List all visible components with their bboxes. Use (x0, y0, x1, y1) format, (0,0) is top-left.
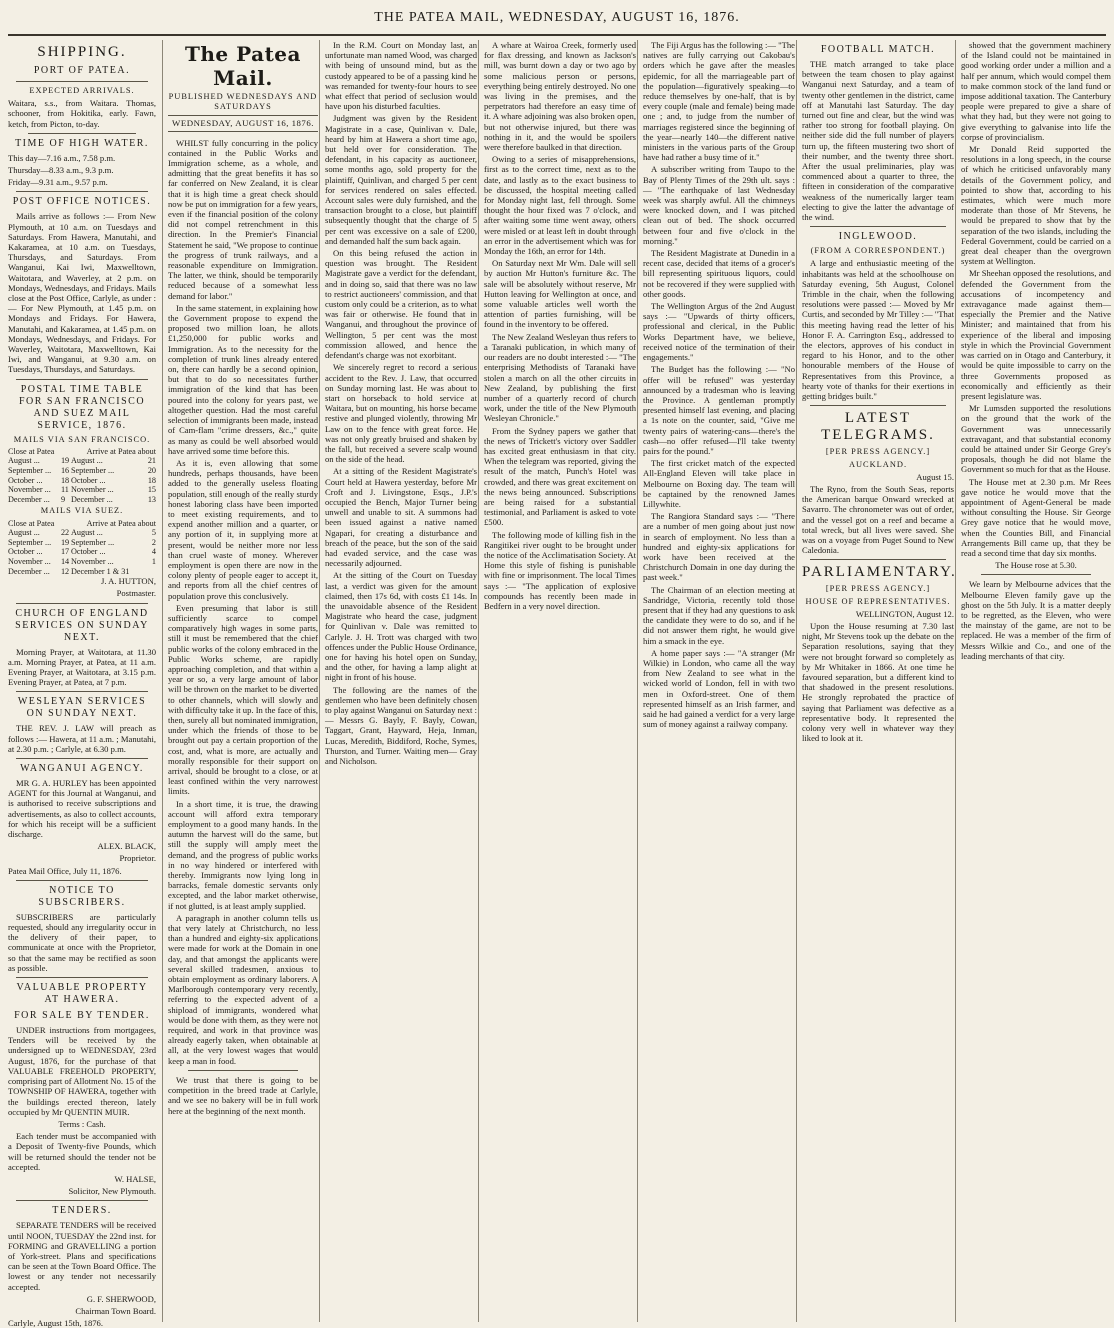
auckland-text: The Ryno, from the South Seas, reports the American barque Onward wrecked at Savarro. The chronometer was out of order, and the vessel got on a reef and became a total wreck, but all lives were saved. She was on a voyage from Puget Sound to New Caledonia. (802, 483, 954, 556)
divider (16, 691, 148, 692)
editorial-paragraph: We trust that there is going to be competition in the breed trade at Carlyle, and we see no bakery will be in full work here at the beginning of the next month. (168, 1074, 318, 1116)
column-6 (796, 40, 959, 1322)
wanganui-signature: ALEX. BLACK, (97, 841, 156, 852)
column-3 (319, 40, 482, 1322)
divider (16, 977, 148, 978)
masthead: THE PATEA MAIL, WEDNESDAY, AUGUST 16, 1876. (374, 10, 740, 25)
church-text: Morning Prayer, at Waitotara, at 11.30 a.m. Morning Prayer, at Patea, at 11 a.m. Evening Prayer, at Waitotara, at 3.15 p.m. Evening Prayer, at Patea, at 7 p.m. (8, 646, 156, 688)
news-paragraph: Owing to a series of misapprehensions, first as to the correct time, next as to the date, and lastly as to the exact business to be discussed, the hospital meeting called for Monday night last, fell through. Some thought the hour fixed was 7 o'clock, and after waiting some time went away, others were misled or at least left in doubt through an error in the advertisement which was for Monday the 16th, an error for 14th. (484, 154, 636, 257)
suez-table (8, 519, 156, 577)
property-signature: W. HALSE, (114, 1173, 156, 1184)
tenders-signature-title: Chairman Town Board. (75, 1305, 156, 1316)
news-paragraph: showed that the government machinery of the Island could not be maintained in good working order under a million and a half per annum, which would compel them to make common stock of the land fund or impose additional taxation. The Canterbury people were prepared to give a share of what they had, but they were not going to give everything to galvanise into life the corpse of provincialism. (961, 40, 1111, 142)
divider (16, 880, 148, 881)
table-row: October ... 17 October ... 4 (8, 547, 156, 557)
football-heading: FOOTBALL MATCH. (820, 44, 936, 55)
divider (16, 81, 148, 82)
postmaster-name: J. A. HUTTON, (101, 576, 156, 587)
masthead-rule (8, 34, 1106, 36)
editorial-dateline: WEDNESDAY, AUGUST 16, 1876. (168, 115, 318, 131)
news-paragraph: The following mode of killing fish in the Rangitikei river ought to be brought under the notice of the Acclimatisation Society. At Home this style of fishing is punishable with fine or imprisonment. The local Times says :— "The application of explosive compounds has recently been made in Bedfern in a very novel direction. (484, 529, 636, 611)
wesleyan-text: THE REV. J. LAW will preach as follows :— Hawera, at 11 a.m. ; Manutahi, at 2.30 p.m. ; Carlyle, at 6.30 p.m. (8, 723, 156, 754)
sf-heading: MAILS VIA SAN FRANCISCO. (13, 434, 151, 444)
editorial-paragraph: In the same statement, in explaining how the Government propose to expend the proposed two million loan, he allots £1,250,000 for public works and Immigration. As to the necessity for the completion of trunk lines already entered on, there can hardly be a second opinion, but that to do so necessitates further immigration of the kind that has been poured into the colony for years past, we altogether question. Had the most careful selection of immigrants been made, instead of Cam-flam "crime dressers, &c.," quite as many as could be well absorbed would have arrived some time before this. (168, 302, 318, 456)
arrivals-heading: EXPECTED ARRIVALS. (29, 86, 135, 95)
news-paragraph: Mr Sheehan opposed the resolutions, and defended the Government from the accusations of incompetency and extravagance made against them—especially the Premier and the Native Minister; and maintained that from his experience of the liberal and imposing style in which the Provincial Government was carried on in Otago and Canterbury, it would be quite impossible to carry on the three Governments proposed as economically and efficiently as their present legislature was. (961, 268, 1111, 401)
house-heading: HOUSE OF REPRESENTATIVES. (805, 596, 951, 606)
editorial-paragraph: A paragraph in another column tells us that very lately at Christchurch, no less than a hundred and eighty-six applications were made for work at the Domain in one day, and that amongst the applicants were several skilled tradesmen, anxious to obtain employment as ordinary laborers. A Marlborough contemporary very recently, referring to the expected advent of a shipload of immigrants, wondered what would be done with them, as they were not required, and work in that province was already eagerly taken, when obtainable at all, at the very lowest wages that would keep a man in food. (168, 912, 318, 1066)
editorial-paragraph: As it is, even allowing that some hundreds, perhaps thousands, have been added to the generally useless floating population, still enough of the really sturdy honest laboring class have been imported to meet existing requirements, and to expend another million and a quarter, or any portion of it, in supplying more at present, would be neither more nor less than cruel waste of money. Wherever employment is open there are now in the colony plenty of people eager to accept it, and reports from all the chief centres of population prove this conclusively. (168, 457, 318, 601)
wanganui-date: Patea Mail Office, July 11, 1876. (8, 865, 122, 876)
close-header: Close at Patea (8, 518, 55, 528)
property-terms: Terms : Cash. (58, 1118, 106, 1129)
suez-heading: MAILS VIA SUEZ. (40, 506, 124, 516)
table-row: September ... 16 September ... 20 (8, 466, 156, 476)
column-2 (162, 40, 323, 1322)
divider (16, 1200, 148, 1201)
news-paragraph: The Budget has the following :— "No offer will be refused" was yesterday announced by a tradesman who is leaving the Province. A gentleman promptly presented himself last evening, and placing a 1s note on the counter, said, "Give me twenty pairs of watering-cans—there's the cash—no offer refused—I'll take twenty pairs for the pound." (643, 364, 795, 456)
tenders-date: Carlyle, August 15th, 1876. (8, 1318, 104, 1328)
arrivals-text: Waitara, s.s., from Waitara. Thomas, schooner, from Hokitika, early. Fawn, ketch, from Picton, to-day. (8, 98, 156, 129)
news-paragraph: Mr Donald Reid supported the resolutions in a long speech, in the course of which he criticised unfavorably many details of the Government policy, and pointed to show that, according to his estimates, which were much more moderate than those of Mr Stevens, he would be prepared to show that by the separation of the two islands, including the Federal Government, could be carried on a great deal cheaper than the overgrown system at Wellington. (961, 144, 1111, 267)
post-office-heading: POST OFFICE NOTICES. (12, 196, 152, 208)
arrive-header: Arrive at Patea about (86, 446, 156, 456)
wanganui-text: MR G. A. HURLEY has been appointed AGENT for this Journal at Wanganui, and is authorised to receive subscriptions and advertisements, as also to collect accounts, for which his receipt will be a sufficient discharge. (8, 778, 156, 840)
divider (16, 191, 148, 192)
house-rose-line: The House rose at 5.30. (995, 560, 1077, 571)
column-5 (637, 40, 800, 1322)
news-paragraph: On Saturday next Mr Wm. Dale will sell by auction Mr Hutton's furniture &c. The sale will be absolutely without reserve, Mr Hutton leaving for Wellington at once, and some valuable articles well worth the attention of parties furnishing, will be found in the inventory to be offered. (484, 258, 636, 330)
wanganui-signature-title: Proprietor. (119, 853, 156, 864)
divider (810, 559, 946, 560)
news-paragraph: We sincerely regret to record a serious accident to the Rev. J. Law, that occurred on Sunday morning last. He was about to start on horseback to hold service at Waitara, but on mounting, his horse became restive and plunged violently, throwing Mr Law on to the fence with great force. He was not only greatly bruised and shaken by the fall, but received a severe scalp wound on the side of the head. (325, 362, 477, 465)
tender-sale-heading: FOR SALE BY TENDER. (14, 1010, 150, 1022)
property-deposit: Each tender must be accompanied with a Deposit of Twenty-five Pounds, which will be returned should the tender not be accepted. (8, 1131, 156, 1172)
property-text: UNDER instructions from mortgagees, Tenders will be received by the undersigned up to WEDNESDAY, 23rd August, 1876, for the purchase of that VALUABLE FREEHOLD PROPERTY, comprising part of Allotment No. 15 of the TOWNSHIP OF HAWERA, together with the buildings erected thereon, lately occupied by Mr QUENTIN MUIR. (8, 1025, 156, 1117)
subscribers-text: SUBSCRIBERS are particularly requested, should any irregularity occur in the delivery of their paper, to communicate at once with the Proprietor, so that the same may be rectified as soon as possible. (8, 911, 156, 973)
table-row: December ... 12 December 1 & 31 (8, 566, 130, 576)
tenders-text: SEPARATE TENDERS will be received until NOON, TUESDAY the 22nd inst. for FORMING and GRAVELLING a portion of York-street. Plans and specifications can be seen at the Town Board Office. The lowest or any tender not necessarily accepted. (8, 1220, 156, 1292)
news-paragraph: At the sitting of the Court on Tuesday last, a verdict was given for the amount claimed, then 17s 6d, with costs £1 14s. In the unavoidable absence of the Resident Magistrate who heard the case, judgment for Quinlivan v. Dale was remitted to Carlyle. J. H. Trott was charged with two offences under the Public House Ordinance, one for having his hotel open on Sunday, and the other, for having a lamp alight at night in front of his house. (325, 570, 477, 683)
auckland-date: August 15. (916, 471, 954, 482)
tide-line: Thursday—8.33 a.m., 9.3 p.m. (8, 165, 114, 176)
news-paragraph: A whare at Wairoa Creek, formerly used for flax dressing, and known as Jackson's mill, was burnt down a day or two ago by some malicious person or persons, everything being entirely destroyed. No one was living in the premises, and the perpetrators had therefore an easy time of it. A whare adjoining was also broken open, but not otherwise injured, but there was nothing in it, and the would be spoilers were therefore baulked in that direction. (484, 40, 636, 153)
tide-line: This day—7.16 a.m., 7.58 p.m. (8, 152, 116, 163)
house-text: Upon the House resuming at 7.30 last night, Mr Stevens took up the debate on the Separation resolutions, saying that they were not brought forward so completely as by Mr Whitaker in 1866. At one time he favoured separation, but a different kind to that shadowed in the present resolutions. He strongly reprobated the practice of saying that Parliament was defective as a representative body. It represented the colony very well in whatever way they liked to look at it. (802, 620, 954, 744)
church-heading: CHURCH OF ENGLAND SERVICES ON SUNDAY NEXT. (15, 607, 149, 643)
divider (810, 226, 946, 227)
editorial-paragraph: Even presuming that labor is still sufficiently scarce to compel comparatively high wages in some parts, still it must be remembered that the chief public works of the colony embraced in the Public Works scheme, are rapidly approaching completion, and that within a year or so, a very large amount of labor will be thrown on the market to be diverted to other channels, which will slowly and with difficulty take it up. In the face of this, then, surely all but nominated immigration, under which the friends of those to be brought out pay a certain proportion of the cost, and, what is more, are actually and morally responsible for their support on arrival, should be brought to a close, or at least confined within the very narrowest limits. (168, 602, 318, 797)
table-row: October ... 18 October ... 18 (8, 475, 156, 485)
news-paragraph: At a sitting of the Resident Magistrate's Court held at Hawera yesterday, before Mr Croft and J. Livingstone, Esqs., J.P.'s occupied the Bench, Major Turner being unwell and unable to sit. A summons had been issued against a native named Ngapari, for creating a disturbance and breach of the peace, but the son of the said had evaded service, and the case was necessarily adjourned. (325, 466, 477, 569)
news-paragraph: A subscriber writing from Taupo to the Bay of Plenty Times of the 29th ult. says :— "The earthquake of last Wednesday week was sharply awful. All the chimneys were knocked down, and I was pitched clean out of bed. The shock occurred between four and five o'clock in the morning." (643, 164, 795, 246)
auckland-heading: AUCKLAND. (848, 459, 908, 469)
news-paragraph: The Fiji Argus has the following :— "The natives are fully carrying out Cakobau's orders which he gave after the measles epidemic, for all the marriageable part of the population—figuratively speaking—to reduce themselves by one-half, that is by every couple (male and female) being made one ; and, to judge from the number of marriages registered since the beginning of the year—nearly 140—the different native ministers in the various parts of the Group have had rather a busy time of it." (643, 40, 795, 163)
news-paragraph: The Rangiora Standard says :— "There are a number of men going about just now in search of employment. No less than a hundred and eighty-six applications for work have been received at the Christchurch Domain in one day during the past week." (643, 511, 795, 583)
published-line: PUBLISHED WEDNESDAYS AND SATURDAYS (168, 92, 318, 112)
editorial-paragraph: In a short time, it is true, the drawing account will afford extra temporary employment to a good many hands. In the autumn the harvest will do the same, but still the supply will amply meet the demand, and the progress of public works in no way hindered or interfered with thereby. Immigrants now lying long in barracks, female domestic servants only excepted, and the labor market otherwise, if not glutted, is at least amply supplied. (168, 798, 318, 911)
tenders-heading: TENDERS. (52, 1205, 112, 1217)
news-paragraph: Mr Lumsden supported the resolutions on the ground that the work of the Government was unnecessarily extravagant, and that substantial economy could be attained under Sir George Grey's proposals, though he did not blame the Government so much for that as the House. (961, 403, 1111, 475)
news-paragraph: The first cricket match of the expected All-England Eleven will take place in Melbourne on Boxing day. The team will be captained by the renowned James Lillywhite. (643, 458, 795, 509)
wanganui-heading: WANGANUI AGENCY. (20, 763, 144, 775)
news-paragraph: The Chairman of an election meeting at Sandridge, Victoria, recently told those present that if they had any questions to ask the candidate they were to do so, and if he did not answer them right, he would give him a smack in the eye. (643, 584, 795, 646)
newspaper-title: The Patea Mail. (185, 42, 301, 90)
parliamentary-heading: PARLIAMENTARY. (802, 564, 957, 581)
table-row: November ... 14 November ... 1 (8, 557, 156, 567)
news-paragraph: We learn by Melbourne advices that the Melbourne Eleven family gave up the ghost on the 5th July. It is a matter deeply to be regretted, as the Eleven, who were the mainstay of the game, are not to be replaced. He was a member of the firm of Messrs Wilkie and Co., and one of the leading merchants of that city. (961, 579, 1111, 661)
news-paragraph: The Wellington Argus of the 2nd August says :— "Upwards of thirty officers, professional and clerical, in the Public Works Department have, we believe, received notice of the termination of their engagements." (643, 301, 795, 363)
house-date: WELLINGTON, August 12. (855, 608, 954, 619)
subscribers-heading: NOTICE TO SUBSCRIBERS. (38, 884, 126, 908)
news-paragraph: The following are the names of the gentlemen who have been definitely chosen to play against Wanganui on Saturday next :— Messrs G. Bayly, F. Bayly, Cowan, Taggart, Grant, Hayward, Heja, Inman, Lucas, Meredith, Biddiford, Roche, Symes, Thurston, and Turner. Waiting men— Gray and Nicholson. (325, 684, 477, 767)
football-text: THE match arranged to take place between the team chosen to play against Wanganui next Saturday, and a team of twenty other gentlemen in the district, came off at Manutahi last Saturday. The day turned out fine and clear, but the wind was rather too strong for football playing. On neither side did the full number of players turn up, the fifteen mustering two short of their number, and the twenty three short. After the usual preliminaries, play was commenced about a quarter to three, the fifteen in consideration of the comparative weakness of the numerically larger team electing to give the latter the advantage of the wind. (802, 59, 954, 223)
sf-table (8, 447, 156, 505)
news-paragraph: In the R.M. Court on Monday last, an unfortunate man named Wood, was charged with being of unsound mind, but as the custody appeared to be of a passing kind he was remanded for twenty-four hours to see what effect that period of seclusion would have upon his disturbed faculties. (325, 40, 477, 112)
news-paragraph: On this being refused the action in question was brought. The Resident Magistrate gave a verdict for the defendant, and in doing so, said that there was no law to restrict auctioneers' commission, and that custom only could be a criterion, as to what was fair or otherwise. He found that in Wanganui, and throughout the province of Wellington, 5 per cent was the most commission allowed, and hence the defendant's charge was not exorbitant. (325, 248, 477, 361)
editorial-paragraph: WHILST fully concurring in the policy contained in the Public Works and Immigration scheme, as a whole, and admitting that the great benefits it has so far conferred on New Zealand, it is clear that it is high time a great check should now be put on immigration for a few years, even if the financial position of the colony did not compel retrenchment in this direction. In the Premier's Financial Statement he said, "We propose to continue the progress of trunk railways, and a reasonable expenditure on Immigration. The latter, we think, should be temporarily reduced because of a somewhat less demand for labor." (168, 137, 318, 301)
wesleyan-heading: WESLEYAN SERVICES ON SUNDAY NEXT. (17, 696, 147, 720)
shipping-heading: SHIPPING. (37, 44, 127, 60)
divider (981, 574, 1091, 575)
divider (28, 133, 136, 134)
tide-heading: TIME OF HIGH WATER. (15, 137, 149, 149)
tide-line: Friday—9.31 a.m., 9.57 p.m. (8, 177, 108, 188)
port-heading: PORT OF PATEA. (33, 65, 131, 76)
postmaster-title: Postmaster. (116, 588, 156, 599)
tenders-signature: G. F. SHERWOOD, (86, 1293, 156, 1304)
news-paragraph: A home paper says :— "A stranger (Mr Wilkie) in London, who came all the way from New Zealand to see what in the wicked world of London, fell in with two men in Oxford-street. One of them represented himself as an Irish farmer, and said he had gained a verdict for a very large sum of money against a railway company. (643, 647, 795, 730)
table-row: November ... 11 November ... 15 (8, 485, 156, 495)
news-paragraph: Judgment was given by the Resident Magistrate in a case, Quinlivan v. Dale, heard by him at Hawera a short time ago, but held over for consideration. The defendant, in his capacity as auctioneer, some months ago, sold property for the plaintiff, Quinlivan, and charged 5 per cent for services rendered on sales effected. Account sales were duly furnished, and the transaction brought to a close, but plaintiff subsequently thought that the charge of 5 per cent was excessive on a sale of £200, and demanded half the sum back again. (325, 113, 477, 246)
news-paragraph: From the Sydney papers we gather that the news of Trickett's victory over Saddler has excited great enthusiasm in that city. When the telegram was reported, giving the result of the match, Punch's Hotel was crowded, and there was great excitement on the news being announced. Subscriptions are being raised for a substantial testimonial, and Parliament is asked to vote £500. (484, 425, 636, 528)
column-7 (955, 40, 1111, 1322)
table-row: December ... 9 December ... 13 (8, 494, 156, 504)
postal-table-heading: POSTAL TIME TABLE FOR SAN FRANCISCO AND SUEZ MAIL SERVICE, 1876. (18, 383, 146, 431)
close-header: Close at Patea (8, 446, 55, 456)
column-4 (478, 40, 641, 1322)
inglewood-heading: INGLEWOOD. (838, 231, 918, 243)
divider (810, 405, 946, 406)
divider (16, 603, 148, 604)
news-paragraph: The House met at 2.30 p.m. Mr Rees gave notice he would move that the appointment of Agent-General be made without consulting the House. Sir George Grey gave notice that he would move, when the Counties Bill, and Financial Arrangements Bill came up, that they be read a second time that day six months. (961, 476, 1111, 558)
divider (16, 379, 148, 380)
property-signature-title: Solicitor, New Plymouth. (68, 1186, 156, 1197)
column-1 (8, 40, 161, 1328)
news-paragraph: The New Zealand Wesleyan thus refers to a Taranaki publication, in which many of our readers are no doubt interested :— "The enterprising Methodists of Taranaki have stolen a march on all the other circuits in New Zealand, by publishing the first number of a quarterly record of church work, under the title of the New Plymouth Wesleyan Chronicle." (484, 331, 636, 424)
inglewood-text: A large and enthusiastic meeting of the inhabitants was held at the schoolhouse on Saturday evening, 5th August, Colonel Trimble in the chair, when the following resolutions were passed :— Moved by Mr Curtis, and seconded by Mr Tilley :— "That this meeting having read the letter of his Honor F. A. Carrington Esq., addressed to the electors, approves of his conduct in regard to his Honor, and to the other honourable members of the House of Representatives from this Province, a hearty vote of thanks for their exertions in getting bridges built." (802, 258, 954, 402)
divider (188, 1070, 298, 1071)
post-office-text: Mails arrive as follows :— From New Plymouth, at 10 a.m. on Tuesdays and Saturdays. From Hawera, Manutahi, and Kakaramea, at 10 a.m. on Tuesdays, Thursdays, and Saturdays. From Wanganui, Kai Iwi, Maxwelltown, Waitotara, and Waverley, at 2 p.m. on Mondays, Wednesdays, and Fridays. Mails close at the Post Office, Carlyle, as under :— For New Plymouth, at 1.45 p.m. on Mondays and Fridays. For Hawera, Manutahi, and Kakaramea, at 1.45 p.m. on Mondays, Wednesdays, and Fridays. For Waverley, Waitotara, Maxwelltown, Kai Iwi, and Wanganui, at 9.30 a.m. on Tuesdays, Thursdays, and Saturdays. (8, 211, 156, 375)
arrive-header: Arrive at Patea about (86, 518, 156, 528)
parliamentary-subheading: [PER PRESS AGENCY.] (825, 584, 931, 594)
telegrams-heading: LATEST TELEGRAMS. (821, 410, 935, 444)
divider (16, 758, 148, 759)
table-row: August ... 19 August ... 21 (8, 456, 156, 466)
table-row: September ... 19 September ... 2 (8, 537, 156, 547)
news-paragraph: The Resident Magistrate at Dunedin in a recent case, decided that items of a grocer's bill representing spirituous liquors, could not be recovered if they were supplied with other goods. (643, 248, 795, 299)
telegrams-subheading: [PER PRESS AGENCY.] (825, 447, 931, 457)
property-heading: VALUABLE PROPERTY AT HAWERA. (16, 982, 148, 1006)
inglewood-subheading: (FROM A CORRESPONDENT.) (810, 246, 946, 256)
table-row: August ... 22 August ... 5 (8, 528, 156, 538)
